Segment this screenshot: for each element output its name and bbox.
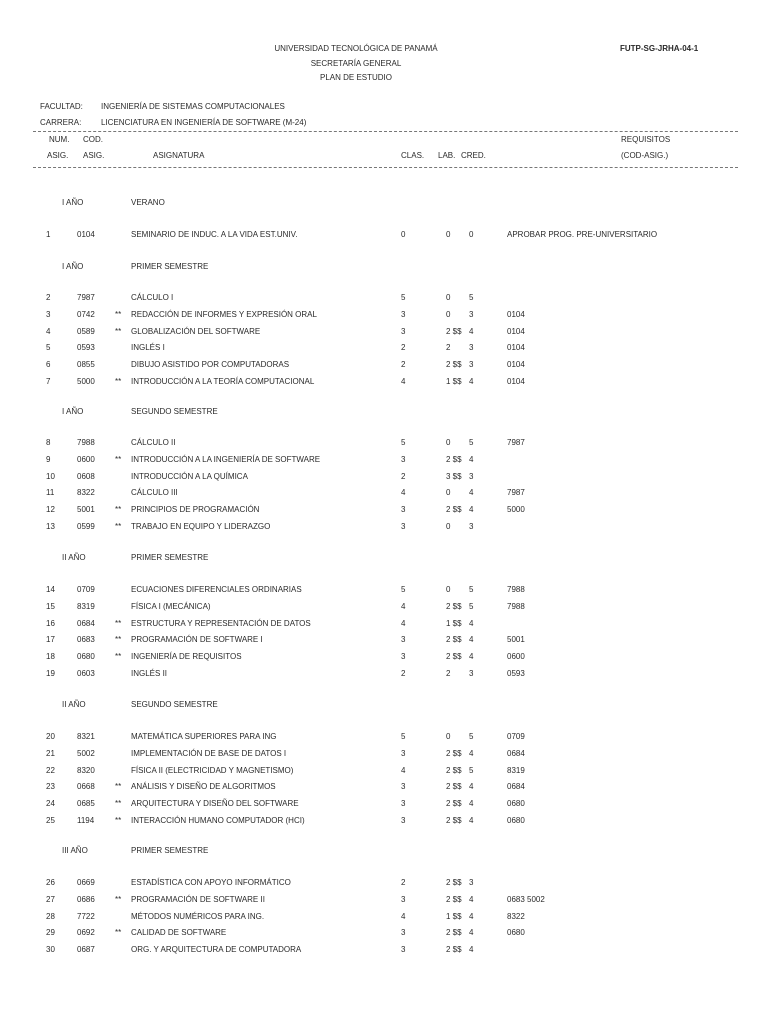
course-cred: 5 [469,585,474,594]
course-mark: ** [115,782,122,792]
section-semester: SEGUNDO SEMESTRE [131,407,218,416]
course-cred: 4 [469,326,474,336]
course-clas: 5 [401,585,406,594]
course-lab: 2 $$ [446,360,462,370]
table-row [0,438,768,448]
course-code: 0599 [77,522,95,531]
course-clas: 3 [401,748,406,758]
section-header [0,407,768,417]
course-cred: 4 [469,635,474,645]
table-row [0,377,768,387]
course-name: CÁLCULO II [131,438,176,447]
course-code: 0742 [77,309,95,319]
course-number: 26 [46,878,55,887]
course-number: 10 [46,471,55,481]
course-mark: ** [115,652,122,662]
section-semester: PRIMER SEMESTRE [131,553,209,562]
course-requirements: APROBAR PROG. PRE-UNIVERSITARIO [507,230,658,239]
facultad-value: INGENIERÍA DE SISTEMAS COMPUTACIONALES [101,102,285,111]
course-lab: 2 $$ [446,782,462,792]
course-number: 23 [46,782,55,792]
course-name: GLOBALIZACIÓN DEL SOFTWARE [131,326,261,336]
course-lab: 2 $$ [446,601,462,611]
course-name: ECUACIONES DIFERENCIALES ORDINARIAS [131,585,302,594]
course-lab: 2 $$ [446,928,462,938]
course-cred: 5 [469,732,474,741]
course-requirements: 0104 [507,377,525,386]
course-name: REDACCIÓN DE INFORMES Y EXPRESIÓN ORAL [131,309,317,319]
course-requirements: 0709 [507,732,525,741]
course-lab: 1 $$ [446,377,462,386]
course-code: 7722 [77,911,95,921]
course-requirements: 7988 [507,585,525,594]
course-cred: 4 [469,652,474,662]
course-clas: 3 [401,652,406,662]
course-requirements: 0104 [507,343,525,353]
table-row [0,816,768,826]
course-clas: 3 [401,799,406,809]
section-year: I AÑO [62,198,84,207]
course-lab: 2 $$ [446,945,462,955]
col-cod-top: COD. [83,135,103,144]
course-cred: 0 [469,230,474,239]
col-clas: CLAS. [401,151,425,160]
course-requirements: 0684 [507,782,525,792]
col-num-bottom: ASIG. [47,151,69,160]
course-requirements: 8319 [507,765,525,775]
course-lab: 2 $$ [446,799,462,809]
table-row [0,360,768,370]
table-row [0,945,768,955]
course-lab: 2 [446,669,451,678]
course-code: 0687 [77,945,95,955]
course-lab: 2 $$ [446,748,462,758]
course-clas: 3 [401,505,406,515]
course-cred: 4 [469,816,474,825]
course-number: 22 [46,765,55,775]
course-code: 5001 [77,505,95,515]
course-requirements: 7988 [507,601,525,611]
secretariat-title: SECRETARÍA GENERAL [310,59,402,68]
col-num-top: NUM. [49,135,70,144]
course-mark: ** [115,454,122,464]
course-mark: ** [115,928,122,938]
course-cred: 5 [469,293,474,302]
table-row [0,782,768,792]
course-number: 19 [46,669,55,678]
course-code: 7988 [77,438,95,447]
course-clas: 2 [401,669,406,678]
course-cred: 4 [469,894,474,904]
course-number: 12 [46,505,55,515]
course-requirements: 0680 [507,816,525,825]
course-requirements: 0680 [507,928,525,938]
course-name: MATEMÁTICA SUPERIORES PARA ING [131,732,277,741]
course-code: 0692 [77,928,95,938]
course-number: 2 [46,293,51,302]
course-name: INTRODUCCIÓN A LA TEORÍA COMPUTACIONAL [131,377,315,386]
table-row [0,799,768,809]
course-lab: 2 $$ [446,894,462,904]
course-code: 0680 [77,652,95,662]
course-clas: 3 [401,782,406,792]
course-code: 0668 [77,782,95,792]
course-cred: 3 [469,522,474,531]
course-requirements: 0680 [507,799,525,809]
carrera-label: CARRERA: [40,118,82,127]
course-mark: ** [115,309,122,319]
document-code: FUTP-SG-JRHA-04-1 [620,44,699,53]
course-name: PROGRAMACIÓN DE SOFTWARE II [131,894,265,904]
course-name: FÍSICA II (ELECTRICIDAD Y MAGNETISMO) [131,765,294,775]
course-cred: 4 [469,488,474,498]
course-name: SEMINARIO DE INDUC. A LA VIDA EST.UNIV. [131,230,298,239]
table-row [0,310,768,320]
course-lab: 0 [446,309,451,319]
course-code: 0600 [77,454,95,464]
section-semester: PRIMER SEMESTRE [131,262,209,271]
course-name: ORG. Y ARQUITECTURA DE COMPUTADORA [131,945,302,955]
course-number: 17 [46,635,55,645]
course-name: DIBUJO ASISTIDO POR COMPUTADORAS [131,360,290,370]
course-requirements: 0104 [507,360,525,370]
course-code: 7987 [77,293,95,302]
course-clas: 2 [401,343,406,353]
section-header [0,700,768,710]
course-cred: 4 [469,505,474,515]
course-requirements: 0104 [507,326,525,336]
course-lab: 0 [446,230,451,239]
course-name: INGLÉS I [131,343,165,353]
course-name: INGLÉS II [131,669,168,678]
course-requirements: 8322 [507,911,525,921]
course-lab: 2 $$ [446,635,462,645]
course-cred: 3 [469,471,474,481]
course-clas: 5 [401,438,406,447]
table-row [0,635,768,645]
course-mark: ** [115,635,122,645]
course-lab: 2 $$ [446,878,462,887]
course-number: 1 [46,230,51,239]
plan-title: PLAN DE ESTUDIO [319,73,392,82]
course-lab: 3 $$ [446,471,462,481]
course-lab: 2 $$ [446,326,462,336]
course-cred: 4 [469,748,474,758]
course-code: 0669 [77,878,95,887]
table-row [0,293,768,303]
course-code: 0709 [77,585,95,594]
course-cred: 4 [469,782,474,792]
course-number: 7 [46,377,51,386]
table-row [0,343,768,353]
course-mark: ** [115,505,122,515]
table-row [0,895,768,905]
course-code: 0603 [77,669,95,678]
facultad-label: FACULTAD: [40,102,83,111]
course-code: 0683 [77,635,95,645]
table-row [0,230,768,240]
course-code: 5002 [77,748,95,758]
course-lab: 0 [446,585,451,594]
course-code: 5000 [77,377,95,386]
course-name: INTERACCIÓN HUMANO COMPUTADOR (HCI) [131,816,305,825]
course-clas: 3 [401,309,406,319]
course-name: PRINCIPIOS DE PROGRAMACIÓN [131,505,260,515]
course-clas: 3 [401,522,406,531]
table-row [0,766,768,776]
table-row [0,749,768,759]
course-name: TRABAJO EN EQUIPO Y LIDERAZGO [131,522,271,531]
course-mark: ** [115,799,122,809]
course-lab: 0 [446,488,451,498]
course-requirements: 7987 [507,488,525,498]
course-code: 0684 [77,618,95,628]
table-row [0,522,768,532]
course-clas: 4 [401,377,406,386]
course-lab: 0 [446,732,451,741]
carrera-value: LICENCIATURA EN INGENIERÍA DE SOFTWARE (M-24) [101,118,307,127]
course-code: 0686 [77,894,95,904]
course-mark: ** [115,816,122,825]
course-mark: ** [115,326,122,336]
course-code: 0593 [77,343,95,353]
course-name: ESTADÍSTICA CON APOYO INFORMÁTICO [131,878,291,887]
course-cred: 4 [469,799,474,809]
course-number: 3 [46,309,51,319]
course-cred: 4 [469,377,474,386]
course-code: 1194 [77,816,95,825]
course-lab: 2 $$ [446,505,462,515]
course-code: 0855 [77,360,95,370]
course-clas: 3 [401,816,406,825]
course-code: 8321 [77,732,95,741]
course-cred: 4 [469,618,474,628]
course-clas: 4 [401,911,406,921]
section-semester: SEGUNDO SEMESTRE [131,700,218,709]
course-number: 25 [46,816,55,825]
course-mark: ** [115,618,122,628]
table-row [0,669,768,679]
course-requirements: 5000 [507,505,525,515]
table-row [0,472,768,482]
table-row [0,928,768,938]
course-code: 8319 [77,601,95,611]
table-row [0,488,768,498]
course-cred: 3 [469,878,474,887]
course-code: 0608 [77,471,95,481]
course-number: 30 [46,945,55,955]
table-row [0,455,768,465]
col-cod-bottom: ASIG. [83,151,105,160]
section-header [0,846,768,856]
course-code: 8322 [77,488,95,498]
course-name: ANÁLISIS Y DISEÑO DE ALGORITMOS [131,782,276,792]
course-number: 11 [46,488,55,498]
header-divider-top [33,131,738,132]
table-row [0,327,768,337]
course-clas: 4 [401,601,406,611]
course-lab: 2 [446,343,451,353]
course-code: 0589 [77,326,95,336]
course-number: 13 [46,522,55,531]
course-number: 14 [46,585,55,594]
course-requirements: 0683 5002 [507,894,545,904]
course-number: 21 [46,748,55,758]
course-name: CÁLCULO I [131,293,174,302]
course-mark: ** [115,894,122,904]
course-lab: 2 $$ [446,816,462,825]
section-header [0,198,768,208]
course-lab: 0 [446,293,451,302]
col-req-top: REQUISITOS [621,135,671,144]
course-lab: 1 $$ [446,618,462,628]
course-cred: 3 [469,309,474,319]
course-number: 5 [46,343,51,353]
course-requirements: 0104 [507,309,525,319]
course-number: 18 [46,652,55,662]
course-requirements: 7987 [507,438,525,447]
course-number: 16 [46,618,55,628]
course-lab: 2 $$ [446,454,462,464]
course-number: 27 [46,894,55,904]
course-number: 15 [46,601,55,611]
course-clas: 3 [401,945,406,955]
table-row [0,912,768,922]
course-number: 4 [46,326,51,336]
course-clas: 2 [401,471,406,481]
course-clas: 3 [401,928,406,938]
course-number: 29 [46,928,55,938]
course-requirements: 5001 [507,635,525,645]
course-clas: 0 [401,230,406,239]
course-cred: 5 [469,601,474,611]
course-name: ARQUITECTURA Y DISEÑO DEL SOFTWARE [131,799,299,809]
section-header [0,553,768,563]
course-lab: 2 $$ [446,765,462,775]
course-cred: 4 [469,454,474,464]
course-mark: ** [115,522,122,531]
table-row [0,652,768,662]
course-name: INTRODUCCIÓN A LA QUÍMICA [131,471,248,481]
course-clas: 5 [401,732,406,741]
course-name: FÍSICA I (MECÁNICA) [131,601,211,611]
course-cred: 5 [469,765,474,775]
course-cred: 3 [469,343,474,353]
table-row [0,505,768,515]
course-number: 28 [46,911,55,921]
course-clas: 4 [401,488,406,498]
course-name: CÁLCULO III [131,488,178,498]
course-name: CALIDAD DE SOFTWARE [131,928,227,938]
course-cred: 3 [469,360,474,370]
course-name: MÉTODOS NUMÉRICOS PARA ING. [131,911,265,921]
course-clas: 3 [401,454,406,464]
course-name: INGENIERÍA DE REQUISITOS [131,652,242,662]
col-lab: LAB. [438,151,456,160]
course-code: 0104 [77,230,95,239]
course-requirements: 0593 [507,669,525,678]
course-lab: 2 $$ [446,652,462,662]
course-cred: 4 [469,928,474,938]
table-row [0,619,768,629]
course-clas: 4 [401,618,406,628]
section-year: I AÑO [62,407,84,416]
course-number: 8 [46,438,51,447]
section-header [0,262,768,272]
course-cred: 4 [469,945,474,955]
course-lab: 0 [446,522,451,531]
section-semester: VERANO [131,198,165,207]
section-year: II AÑO [62,553,86,562]
col-cred: CRED. [461,151,486,160]
course-cred: 4 [469,911,474,921]
course-mark: ** [115,377,122,386]
course-number: 24 [46,799,55,809]
course-clas: 2 [401,360,406,370]
table-row [0,732,768,742]
course-clas: 4 [401,765,406,775]
table-row [0,585,768,595]
section-year: III AÑO [62,846,88,855]
table-row [0,878,768,888]
course-cred: 3 [469,669,474,678]
course-lab: 1 $$ [446,911,462,921]
course-name: PROGRAMACIÓN DE SOFTWARE I [131,635,263,645]
course-clas: 2 [401,878,406,887]
course-number: 20 [46,732,55,741]
col-req-bottom: (COD-ASIG.) [621,151,669,160]
col-asignatura: ASIGNATURA [153,151,205,160]
course-clas: 3 [401,894,406,904]
course-clas: 5 [401,293,406,302]
course-number: 9 [46,454,51,464]
table-row [0,602,768,612]
course-clas: 3 [401,326,406,336]
header-divider-bottom [33,167,738,168]
course-cred: 5 [469,438,474,447]
course-name: IMPLEMENTACIÓN DE BASE DE DATOS I [131,748,287,758]
course-clas: 3 [401,635,406,645]
course-requirements: 0684 [507,748,525,758]
section-year: I AÑO [62,262,84,271]
course-requirements: 0600 [507,652,525,662]
course-code: 8320 [77,765,95,775]
course-name: INTRODUCCIÓN A LA INGENIERÍA DE SOFTWARE [131,454,321,464]
section-year: II AÑO [62,700,86,709]
course-lab: 0 [446,438,451,447]
course-code: 0685 [77,799,95,809]
course-number: 6 [46,360,51,370]
university-title: UNIVERSIDAD TECNOLÓGICA DE PANAMÁ [274,44,438,53]
course-name: ESTRUCTURA Y REPRESENTACIÓN DE DATOS [131,618,311,628]
section-semester: PRIMER SEMESTRE [131,846,209,855]
